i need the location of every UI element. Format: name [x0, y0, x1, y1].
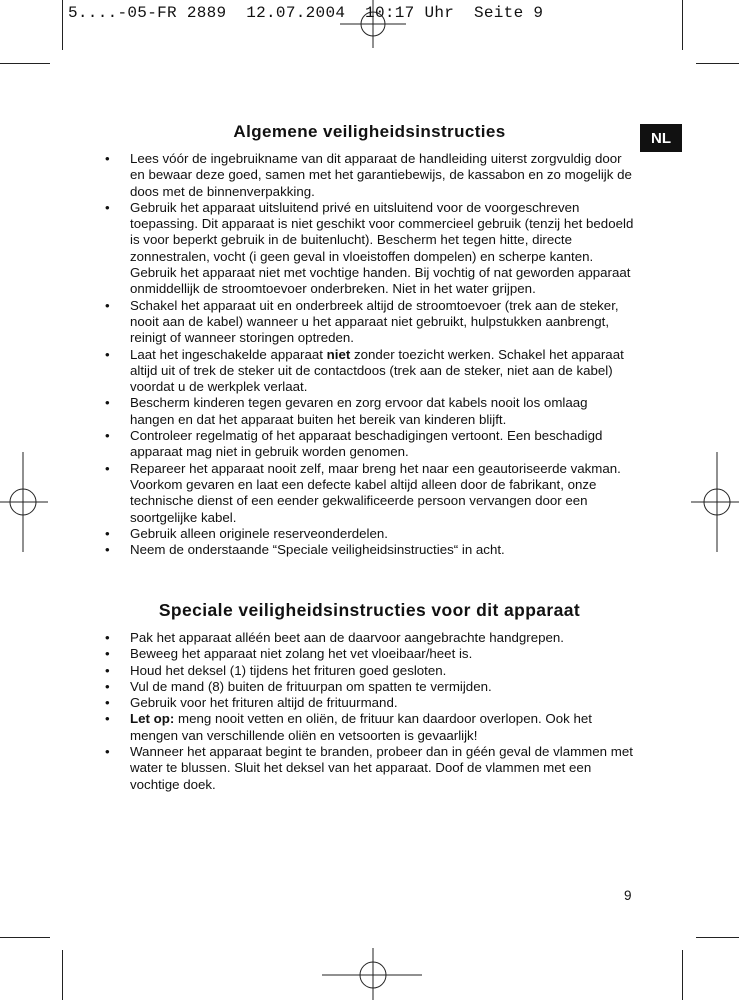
- general-safety-list: [105, 151, 635, 558]
- page-number: 9: [624, 888, 632, 903]
- registration-mark-bottom-icon: [322, 948, 422, 1000]
- crop-mark-top-right-h: [696, 63, 739, 64]
- list-item: • Neem de onderstaande “Speciale veiligheidsinstructies“ in acht.: [105, 542, 635, 558]
- list-item: [105, 347, 635, 396]
- list-item-text: meng nooit vetten en oliën, de frituur kan daardoor overlopen. Ook het mengen van verschillende oliën en vetsoorten is gevaarlijk!: [130, 711, 592, 743]
- list-item: • Lees vóór de ingebruikname van dit apparaat de handleiding uiterst zorgvuldig door en bewaar deze goed, samen met het garantiebewijs, de kassabon en zo mogelijk de doos met de binnenverpakking.: [105, 151, 635, 200]
- list-item: • Controleer regelmatig of het apparaat beschadigingen vertoont. Een beschadigd apparaat mag niet in gebruik worden genomen.: [105, 428, 635, 461]
- crop-mark-top-right-v: [682, 0, 683, 50]
- list-item: • Repareer het apparaat nooit zelf, maar breng het naar een geautoriseerde vakman. Voorkom gevaren en laat een defecte kabel altijd alleen door de fabrikant, onze technische dienst of een eender gekwalificeerde persoon vervangen door een soortgelijke kabel.: [105, 461, 635, 526]
- section-title-general: Algemene veiligheidsinstructies: [233, 122, 506, 141]
- crop-mark-top-left-v: [62, 0, 63, 50]
- crop-mark-bottom-left-h: [0, 937, 50, 938]
- list-item-text: Laat het ingeschakelde apparaat: [130, 346, 327, 362]
- list-item: • Vul de mand (8) buiten de frituurpan om spatten te vermijden.: [105, 679, 635, 695]
- list-item: • Wanneer het apparaat begint te branden, probeer dan in géén geval de vlammen met water te blussen. Sluit het deksel van het apparaat. Doof de vlammen met een vochtige doek.: [105, 744, 635, 793]
- language-tab: NL: [640, 124, 682, 152]
- special-safety-list: [105, 630, 635, 793]
- crop-mark-top-left-h: [0, 63, 50, 64]
- list-item: • Gebruik voor het frituren altijd de frituurmand.: [105, 695, 635, 711]
- list-item: • Pak het apparaat alléén beet aan de daarvoor aangebrachte handgrepen.: [105, 630, 635, 646]
- list-item: [105, 711, 635, 744]
- list-item: • Gebruik alleen originele reserveonderdelen.: [105, 526, 635, 542]
- registration-mark-left-icon: [0, 452, 48, 552]
- list-item-text: zonder toezicht werken. Schakel het apparaat altijd uit of trek de steker uit de contactdoos (trek aan de steker, niet aan de kabel) voordat u de werkplek verlaat.: [130, 346, 624, 395]
- section-title-special: Speciale veiligheidsinstructies voor dit apparaat: [158, 600, 581, 620]
- list-item: • Bescherm kinderen tegen gevaren en zorg ervoor dat kabels nooit los omlaag hangen en dat het apparaat buiten het bereik van kinderen blijft.: [105, 395, 635, 428]
- print-header: 5....-05-FR 2889 12.07.2004 10:17 Uhr Seite 9: [68, 4, 544, 22]
- list-item: • Beweeg het apparaat niet zolang het vet vloeibaar/heet is.: [105, 646, 635, 662]
- emphasis-text: Let op:: [130, 711, 175, 727]
- list-item: • Schakel het apparaat uit en onderbreek altijd de stroomtoevoer (trek aan de steker, nooit aan de kabel) wanneer u het apparaat niet gebruikt, hulpstukken aanbrengt, reinigt of wanneer storingen optreden.: [105, 298, 635, 347]
- crop-mark-bottom-right-h: [696, 937, 739, 938]
- registration-mark-right-icon: [691, 452, 739, 552]
- list-item: • Houd het deksel (1) tijdens het frituren goed gesloten.: [105, 663, 635, 679]
- emphasis-text: niet: [326, 346, 351, 362]
- list-item: • Gebruik het apparaat uitsluitend privé en uitsluitend voor de voorgeschreven toepassing. Dit apparaat is niet geschikt voor commercieel gebruik (tenzij het bedoeld is voor beperkt gebruik in de buitenlucht). Bescherm het tegen hitte, directe zonnestralen, vocht (i geen geval in vloeistoffen dompelen) en scherpe kanten. Gebruik het apparaat niet met vochtige handen. Bij vochtig of nat geworden apparaat onmiddellijk de stroomtoevoer onderbreken. Niet in het water grijpen.: [105, 200, 635, 298]
- crop-mark-bottom-left-v: [62, 950, 63, 1000]
- crop-mark-bottom-right-v: [682, 950, 683, 1000]
